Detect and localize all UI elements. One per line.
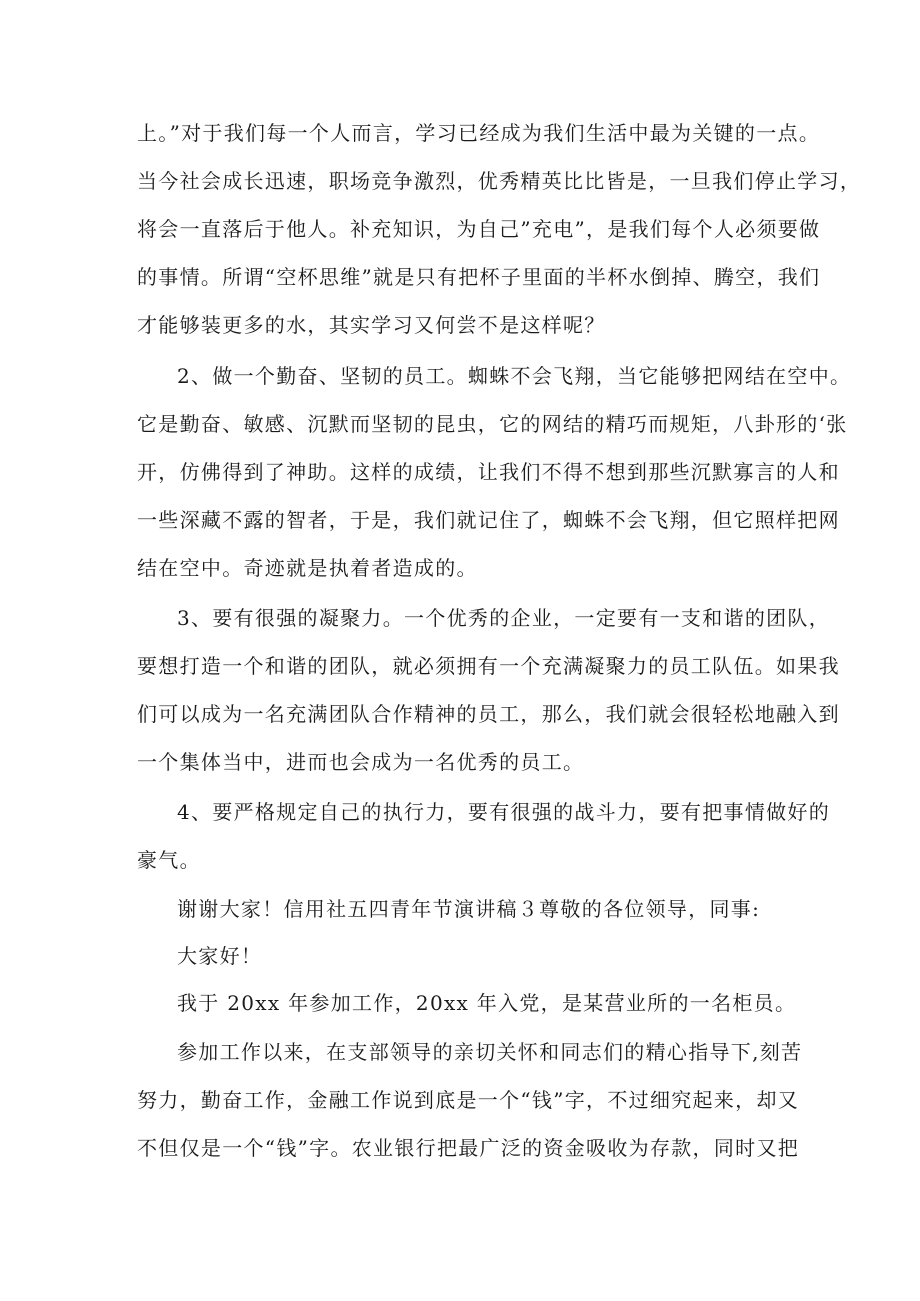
text-line: 一个集体当中，进而也会成为一名优秀的员工。 xyxy=(137,750,585,774)
text-line: 才能够装更多的水，其实学习又何尝不是这样呢？ xyxy=(137,313,606,337)
text-line: 大家好！ xyxy=(177,944,263,968)
text-line: 我于 20xx 年参加工作，20xx 年入党，是某营业所的一名柜员。 xyxy=(177,991,797,1015)
text-line: 开，仿佛得到了神助。这样的成绩，让我们不得不想到那些沉默寡言的人和 xyxy=(137,460,840,484)
text-line: 努力，勤奋工作，金融工作说到底是一个“钱”字，不过细究起来，却又 xyxy=(137,1088,800,1112)
text-line: 豪气。 xyxy=(137,848,201,872)
text-line: 当今社会成长迅速，职场竞争激烈，优秀精英比比皆是，一旦我们停止学习， xyxy=(137,169,862,193)
text-line: 将会一直落后于他人。补充知识，为自己”充电”，是我们每个人必须要做 xyxy=(137,217,821,241)
text-line: 要想打造一个和谐的团队，就必须拥有一个充满凝聚力的员工队伍。如果我 xyxy=(137,654,840,678)
text-line: 的事情。所谓“空杯思维”就是只有把杯子里面的半杯水倒掉、腾空，我们 xyxy=(137,265,821,289)
text-line: 们可以成为一名充满团队合作精神的员工，那么，我们就会很轻松地融入到 xyxy=(137,702,840,726)
text-line: 上。”对于我们每一个人而言，学习已经成为我们生活中最为关键的一点。 xyxy=(137,121,821,145)
text-line: 一些深藏不露的智者，于是，我们就记住了，蜘蛛不会飞翔，但它照样把网 xyxy=(137,508,840,532)
text-line: 2、做一个勤奋、坚韧的员工。蜘蛛不会飞翔，当它能够把网结在空中。 xyxy=(177,364,852,388)
text-line: 不但仅是一个“钱”字。农业银行把最广泛的资金吸收为存款，同时又把 xyxy=(137,1136,800,1160)
text-line: 4、要严格规定自己的执行力，要有很强的战斗力，要有把事情做好的 xyxy=(177,800,831,824)
text-line: 它是勤奋、敏感、沉默而坚韧的昆虫，它的网结的精巧而规矩，八卦形的‘张 xyxy=(137,412,848,436)
text-line: 谢谢大家！信用社五四青年节演讲稿３尊敬的各位领导，同事: xyxy=(177,897,761,921)
text-line: 3、要有很强的凝聚力。一个优秀的企业，一定要有一支和谐的团队， xyxy=(177,606,831,630)
text-line: 参加工作以来，在支部领导的亲切关怀和同志们的精心指导下,刻苦 xyxy=(177,1040,803,1064)
text-line: 结在空中。奇迹就是执着者造成的。 xyxy=(137,556,478,580)
